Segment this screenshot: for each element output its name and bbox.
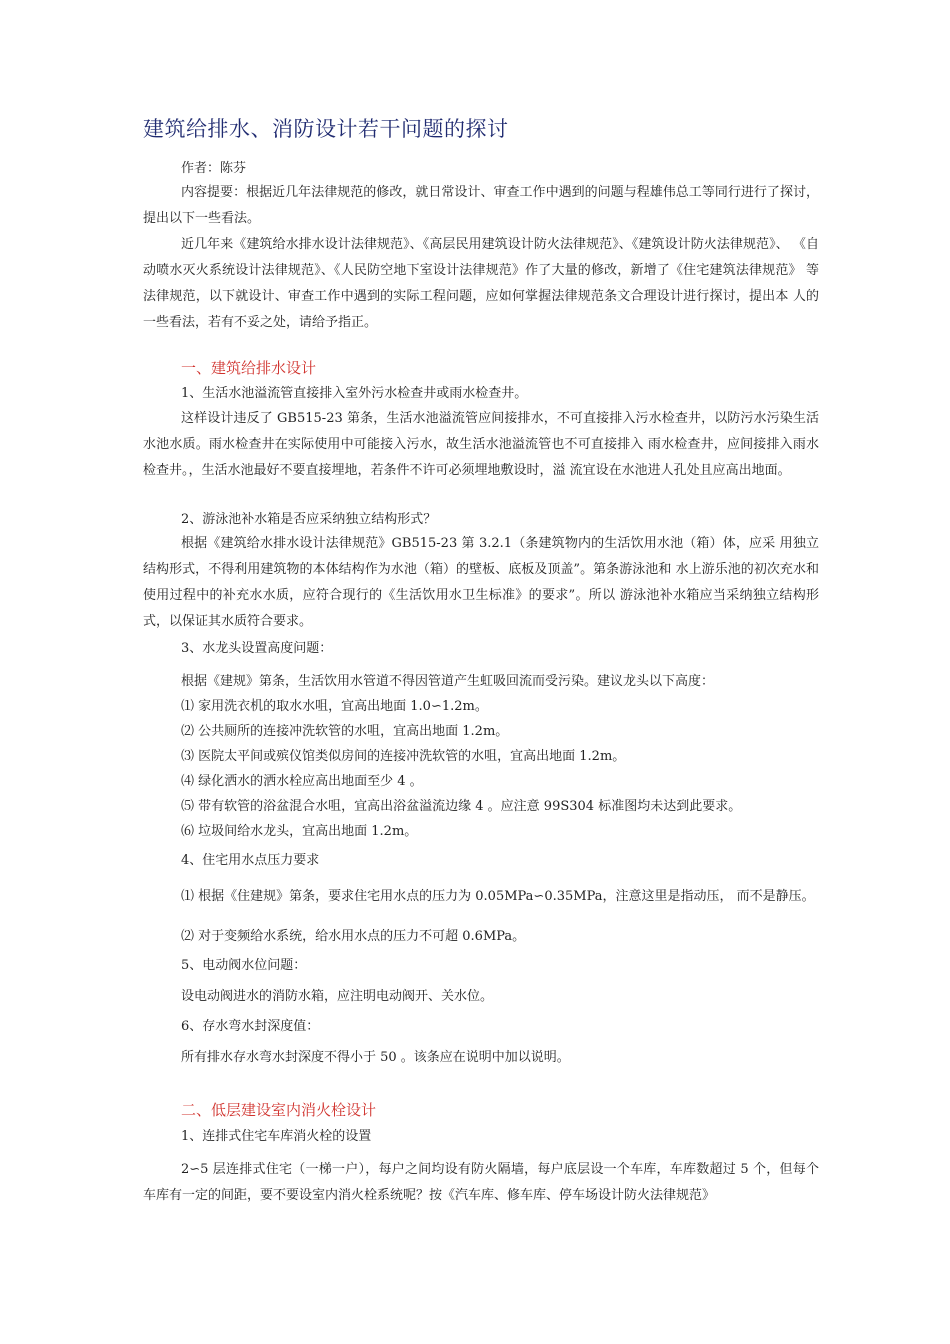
section-1-heading: 一、建筑给排水设计 bbox=[181, 359, 317, 377]
s1-q3-item: ⑸ 带有软管的浴盆混合水咀，宜高出浴盆溢流边缘 4 。应注意 99S304 标准图均未达到此要求。 bbox=[181, 799, 742, 814]
s1-q3-heading: 3、水龙头设置高度问题： bbox=[181, 641, 333, 656]
s1-q5-body: 设电动阀进水的消防水箱，应注明电动阀开、关水位。 bbox=[181, 989, 494, 1004]
s1-q5-heading: 5、电动阀水位问题： bbox=[181, 958, 307, 973]
s1-q3-item: ⑹ 垃圾间给水龙头，宜高出地面 1.2m。 bbox=[181, 824, 418, 839]
document-title: 建筑给排水、消防设计若干问题的探讨 bbox=[143, 117, 509, 141]
s1-q1-heading: 1、生活水池溢流管直接排入室外污水检查井或雨水检查井。 bbox=[181, 386, 528, 401]
s1-q4-item-1: ⑴ 根据《住建规》第条，要求住宅用水点的压力为 0.05MPa∽0.35MPa，注意这里是指动压， 而不是静压。 bbox=[181, 889, 815, 904]
s1-q2-heading: 2、游泳池补水箱是否应采纳独立结构形式？ bbox=[181, 512, 437, 527]
author-line: 作者：陈芬 bbox=[181, 161, 247, 176]
s2-q1-heading: 1、连排式住宅车库消火栓的设置 bbox=[181, 1129, 372, 1144]
s1-q3-item: ⑴ 家用洗衣机的取水水咀，宜高出地面 1.0∽1.2m。 bbox=[181, 699, 488, 714]
s1-q4-item-2: ⑵ 对于变频给水系统，给水用水点的压力不可超 0.6MPa。 bbox=[181, 929, 526, 944]
section-2-heading: 二、低层建设室内消火栓设计 bbox=[181, 1101, 377, 1119]
s1-q4-heading: 4、住宅用水点压力要求 bbox=[181, 853, 320, 868]
s1-q6-body: 所有排水存水弯水封深度不得小于 50 。该条应在说明中加以说明。 bbox=[181, 1050, 570, 1065]
s2-q1-body: 2∽5 层连排式住宅（一梯一户），每户之间均设有防火隔墙，每户底层设一个车库，车库数超过 5 个，但每个车库有一定的间距，要不要设室内消火栓系统呢？按《汽车库、修车库、停车场设计防火法律规范》 bbox=[143, 1162, 819, 1203]
s1-q3-body: 根据《建规》第条，生活饮用水管道不得因管道产生虹吸回流而受污染。建议龙头以下高度： bbox=[181, 674, 715, 689]
s1-q1-body: 这样设计违反了 GB515-23 第条，生活水池溢流管应间接排水，不可直接排入污水检查井，以防污水污染生活水池水质。雨水检查井在实际使用中可能接入污水，故生活水池溢流管也不可直接排入 雨水检查井，应间接排入雨水检查井。，生活水池最好不要直接埋地，若条件不许可必须埋地敷设时，溢 流宜设在水池进人孔处且应高出地面。 bbox=[143, 411, 819, 478]
s1-q3-item: ⑷ 绿化洒水的洒水栓应高出地面至少 4 。 bbox=[181, 774, 423, 789]
s1-q6-heading: 6、存水弯水封深度值： bbox=[181, 1019, 320, 1034]
intro-paragraph: 近几年来《建筑给水排水设计法律规范》、《高层民用建筑设计防火法律规范》、《建筑设计防火法律规范》、 《自动喷水灭火系统设计法律规范》、《人民防空地下室设计法律规范》作了大量的修改，新增了《住宅建筑法律规范》 等法律规范，以下就设计、审查工作中遇到的实际工程问题，应如何掌握法律规范条文合理设计进行探讨，提出本 人的一些看法，若有不妥之处，请给予指正。 bbox=[143, 237, 819, 330]
abstract-paragraph: 内容提要：根据近几年法律规范的修改，就日常设计、审查工作中遇到的问题与程雄伟总工等同行进行了探讨，提出以下一些看法。 bbox=[143, 185, 819, 226]
s1-q3-item: ⑶ 医院太平间或殡仪馆类似房间的连接冲洗软管的水咀，宜高出地面 1.2m。 bbox=[181, 749, 626, 764]
s1-q2-body: 根据《建筑给水排水设计法律规范》GB515-23 第 3.2.1（条建筑物内的生活饮用水池（箱）体，应采 用独立结构形式，不得利用建筑物的本体结构作为水池（箱）的壁板、底板及顶盖”。第条游泳池和 水上游乐池的初次充水和使用过程中的补充水水质，应符合现行的《生活饮用水卫生标准》的要求”。所以 游泳池补水箱应当采纳独立结构形式，以保证其水质符合要求。 bbox=[143, 536, 819, 629]
s1-q3-item: ⑵ 公共厕所的连接冲洗软管的水咀，宜高出地面 1.2m。 bbox=[181, 724, 509, 739]
